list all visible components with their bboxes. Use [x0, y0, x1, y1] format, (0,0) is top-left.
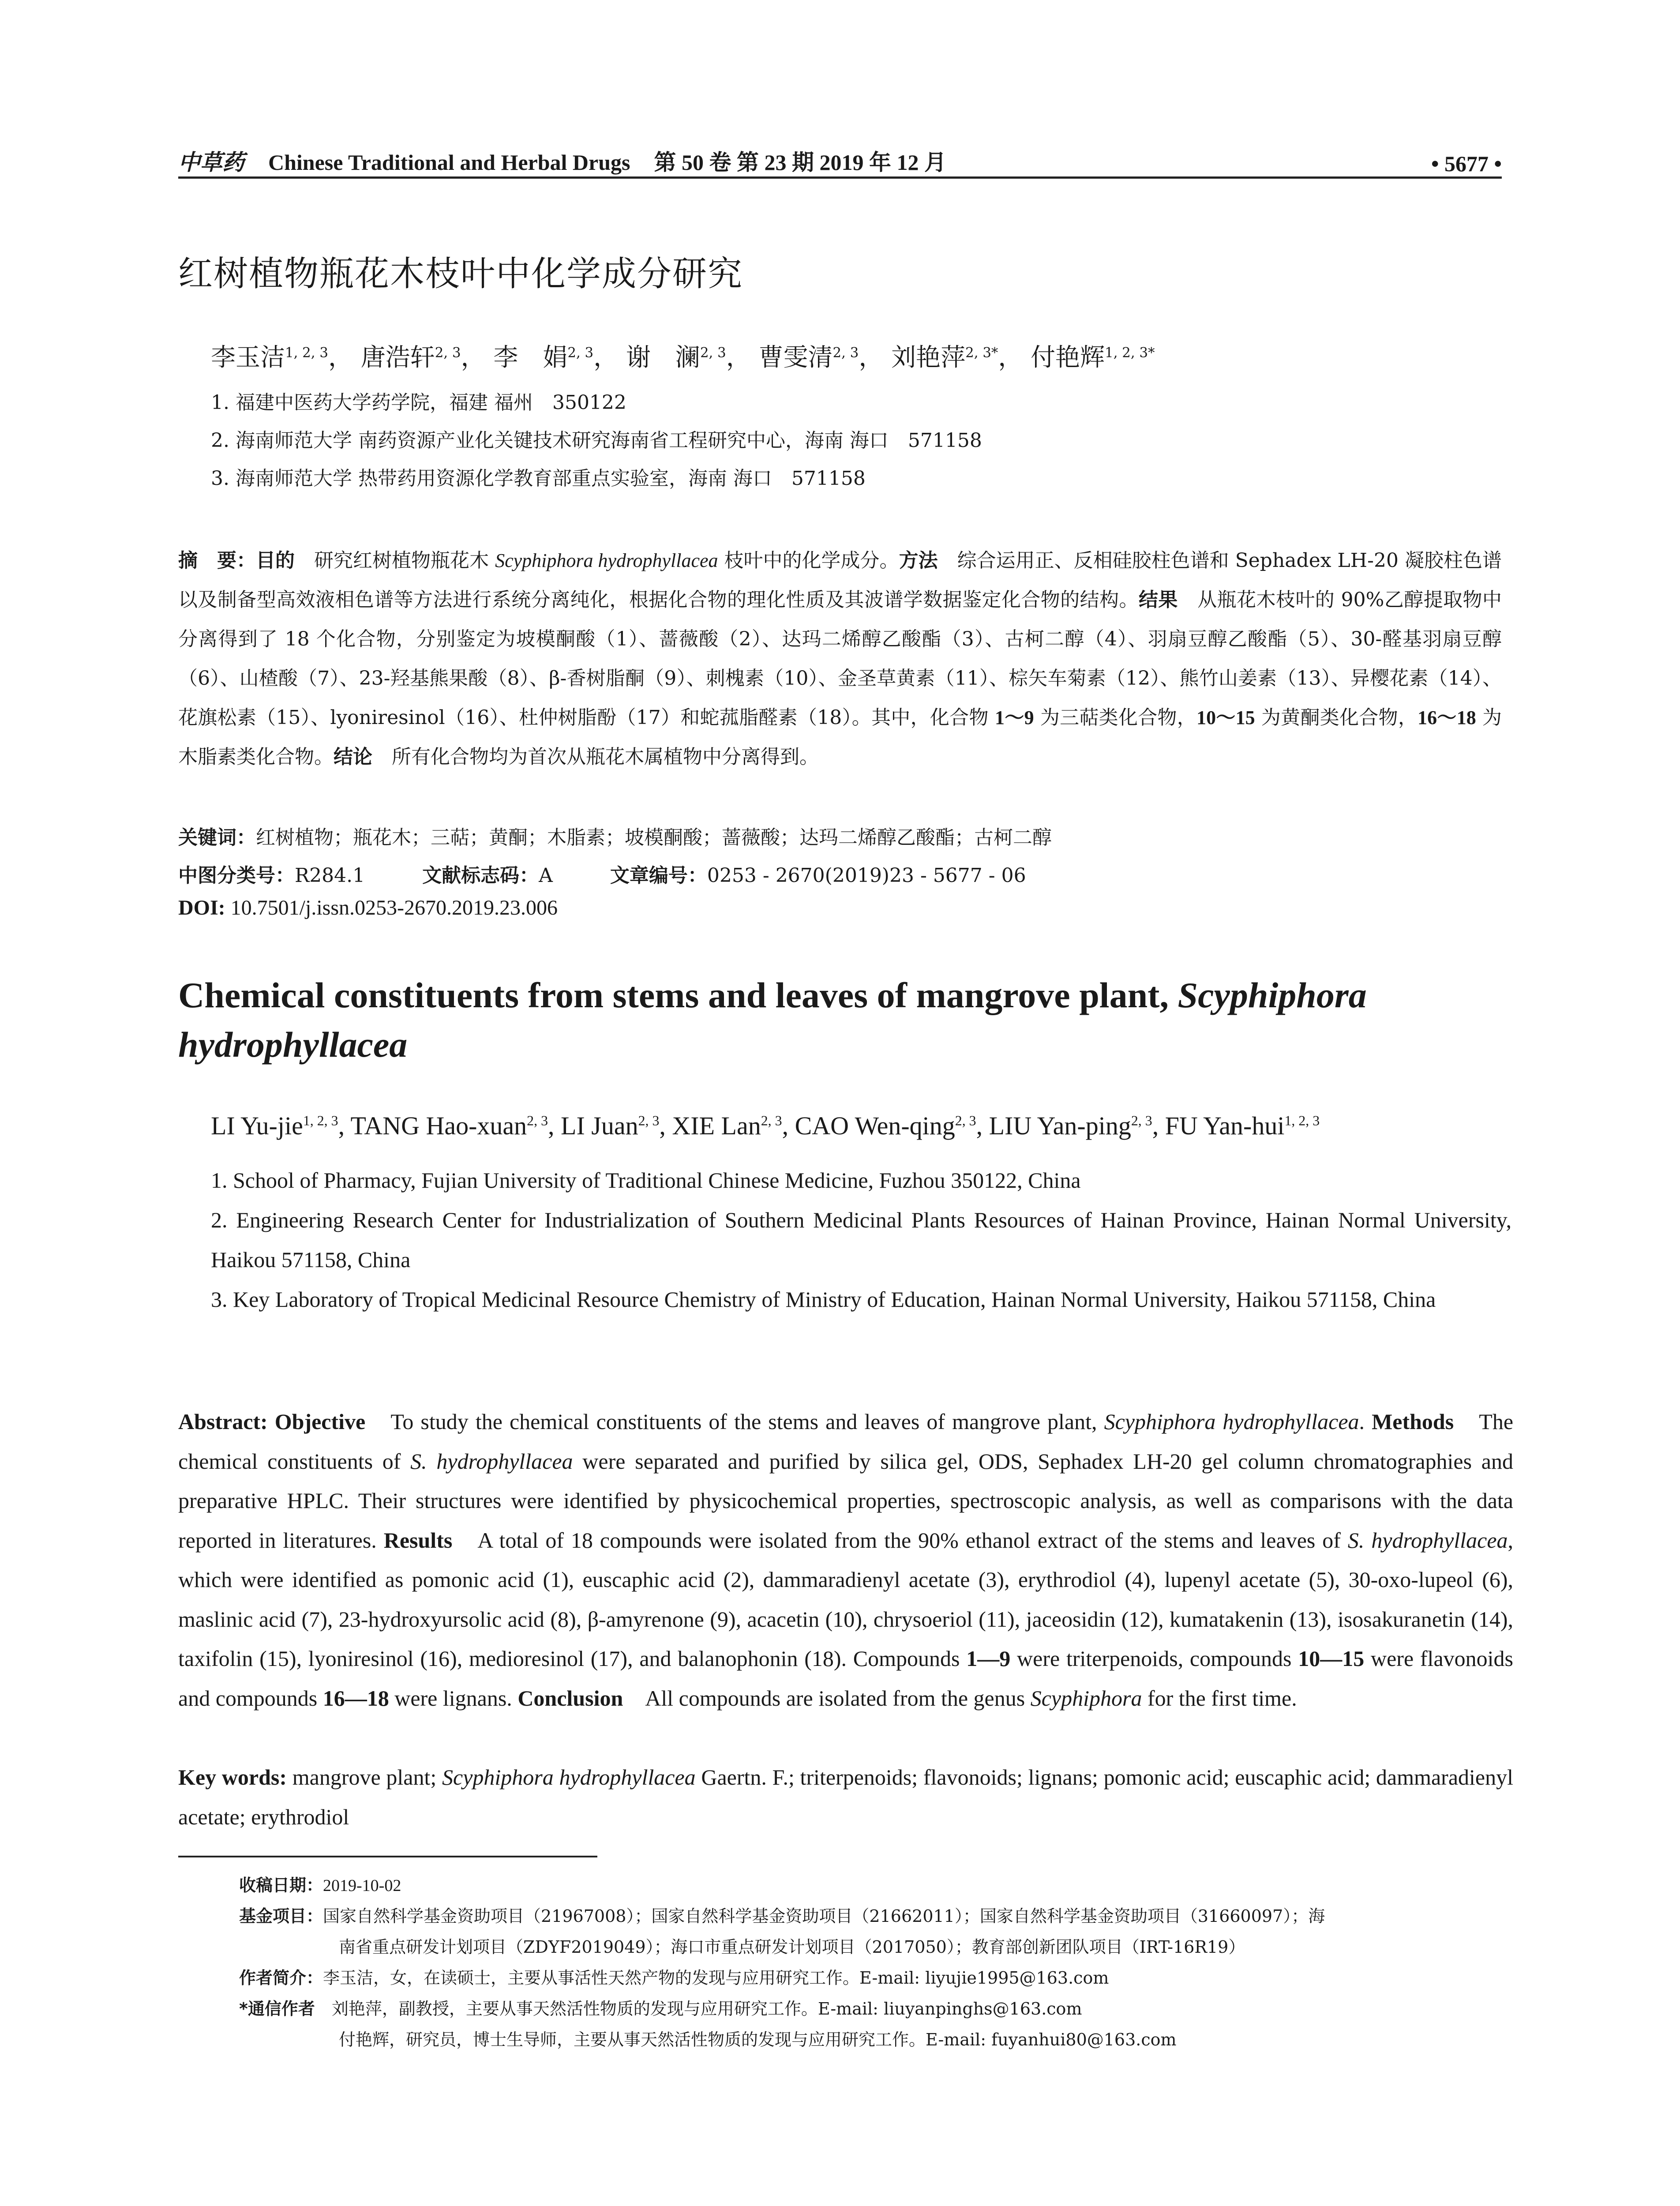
authors-cn: 李玉洁$^{1, 2, 3}$， 唐浩轩$^{2, 3}$， 李 娟$^{2, 3}$， 谢 澜$^{2, 3}$， 曹雯清$^{2, 3}$， 刘艳萍$^{2, 3*}$， 付艳辉$^{1, 2, 3*}$ — [211, 343, 1155, 372]
footnote-author-bio: 作者简介：李玉洁，女，在读硕士，主要从事活性天然产物的发现与应用研究工作。E-mail: liyujie1995@163.com — [239, 1968, 1109, 1988]
conclusion-text-en: for the first time. — [1142, 1685, 1297, 1711]
title-en-text: Chemical constituents from stems and leaves of mangrove plant, — [178, 975, 1178, 1015]
doc-code-label: 文献标志码： — [422, 864, 539, 887]
author-en: FU Yan-hui$^{1, 2, 3}$ — [1165, 1111, 1320, 1140]
compound-range: 10—15 — [1298, 1646, 1365, 1671]
methods-text-en: were separated and purified by silica gel, ODS, Sephadex LH-20 gel column chromatographies and preparative HPLC. Their structures were identified by physicochemical properties, spectroscopic analysis, as well as comparisons with the data reported in literatures. — [178, 1448, 1513, 1553]
abstract-cn — [178, 541, 1502, 777]
classification-line — [178, 859, 1026, 888]
affiliation-en: 2. Engineering Research Center for Industrialization of Southern Medicinal Plants Resources of Hainan Province, Hainan Normal University, Haikou 571158, China — [211, 1208, 1511, 1272]
results-text-cn: 从瓶花木枝叶的 90%乙醇提取物中分离得到了 18 个化合物，分别鉴定为坡模酮酸（1）、蔷薇酸（2）、达玛二烯醇乙酸酯（3）、古柯二醇（4）、羽扇豆醇乙酸酯（5）、30-醛基羽扇豆醇（6）、山楂酸（7）、23-羟基熊果酸（8）、β-香树脂酮（9）、刺槐素（10）、金圣草黄素（11）、棕矢车菊素（12）、熊竹山姜素（13）、异樱花素（14）、花旗松素（15）、lyoniresinol（16）、杜仲树脂酚（17）和蛇菰脂醛素（18）。其中，化合物 — [178, 589, 1502, 729]
author-cn: 刘艳萍$^{2, 3*}$ — [891, 343, 998, 372]
keywords-cn — [178, 822, 1052, 850]
article-no-label: 文章编号： — [610, 864, 707, 887]
author-cn: 李 娟$^{2, 3}$ — [493, 343, 594, 372]
author-en: XIE Lan$^{2, 3}$ — [672, 1111, 782, 1140]
doi-label: DOI: — [178, 896, 225, 919]
keywords-label-cn: 关键词： — [178, 826, 256, 849]
author-en: LIU Yan-ping$^{2, 3}$ — [989, 1111, 1152, 1140]
title-en-species: Scyphiphora hydrophyllacea — [178, 975, 1367, 1065]
keywords-text-en: Gaertn. F.; triterpenoids; flavonoids; lignans; pomonic acid; euscaphic acid; dammaradienyl acetate; erythrodiol — [178, 1765, 1513, 1829]
abstract-en — [178, 1402, 1513, 1718]
results-text-en: were triterpenoids, compounds — [1010, 1646, 1298, 1671]
objective-label-cn: 目的 — [256, 549, 295, 572]
title-cn: 红树植物瓶花木枝叶中化学成分研究 — [178, 254, 743, 294]
issue-info: 第 50 卷 第 23 期 2019 年 12 月 — [654, 150, 946, 175]
author-en: TANG Hao-xuan$^{2, 3}$ — [350, 1111, 548, 1140]
header-left — [178, 145, 946, 176]
species-name: S. hydrophyllacea — [410, 1448, 573, 1474]
conclusion-label-en: Conclusion — [518, 1685, 623, 1711]
author-cn: 曹雯清$^{2, 3}$ — [758, 343, 859, 372]
methods-label-en: Methods — [1372, 1409, 1454, 1434]
keywords-en — [178, 1758, 1513, 1837]
journal-name-en: Chinese Traditional and Herbal Drugs — [268, 150, 630, 175]
species-name: Scyphiphora hydrophyllacea — [442, 1765, 696, 1790]
author-en: LI Juan$^{2, 3}$ — [561, 1111, 660, 1140]
results-text-cn: 为三萜类化合物， — [1034, 706, 1197, 729]
results-label-en: Results — [383, 1527, 453, 1553]
species-name: Scyphiphora hydrophyllacea — [495, 550, 718, 571]
affiliation-cn: 1. 福建中医药大学药学院，福建 福州 350122 — [211, 391, 626, 414]
abstract-label-en: Abstract: Objective — [178, 1409, 366, 1434]
results-text-cn: 为木脂素类化合物。 — [178, 706, 1502, 768]
author-en: LI Yu-jie$^{1, 2, 3}$ — [211, 1111, 338, 1140]
footnote-funding: 基金项目：国家自然科学基金资助项目（21967008）；国家自然科学基金资助项目（21662011）；国家自然科学基金资助项目（31660097）；海 南省重点研发计划项目（ZDYF2019049）；海口市重点研发计划项目（2017050）；教育部创新团队项目（IRT-16R19） — [239, 1906, 1325, 1957]
authors-en: LI Yu-jie$^{1, 2, 3}$, TANG Hao-xuan$^{2, 3}$, LI Juan$^{2, 3}$, XIE Lan$^{2, 3}$, CAO Wen-qing$^{2, 3}$, LIU Yan-ping$^{2, 3}$, FU Yan-hui$^{1, 2, 3}$ — [211, 1111, 1320, 1140]
page-number: • 5677 • — [1431, 151, 1502, 176]
compound-range: 1—9 — [966, 1646, 1011, 1671]
objective-text-en: . — [1359, 1409, 1372, 1434]
doi-line — [178, 896, 558, 920]
affiliation-en: 1. School of Pharmacy, Fujian University of Traditional Chinese Medicine, Fuzhou 350122, China — [211, 1168, 1081, 1193]
species-name: S. hydrophyllacea — [1347, 1527, 1508, 1553]
article-no-value: 0253 - 2670(2019)23 - 5677 - 06 — [707, 864, 1026, 887]
results-text-cn: 为黄酮类化合物， — [1255, 706, 1418, 729]
affiliation-cn: 3. 海南师范大学 热带药用资源化学教育部重点实验室，海南 海口 571158 — [211, 467, 866, 490]
conclusion-text-cn: 所有化合物均为首次从瓶花木属植物中分离得到。 — [372, 746, 819, 768]
journal-name-cn: 中草药 — [178, 149, 244, 175]
clc-label: 中图分类号： — [178, 864, 295, 887]
keywords-text-en: mangrove plant; — [287, 1765, 442, 1790]
author-cn: 李玉洁$^{1, 2, 3}$ — [211, 343, 328, 372]
abstract-label-cn: 摘 要： — [178, 549, 256, 572]
author-cn: 付艳辉$^{1, 2, 3*}$ — [1031, 343, 1155, 372]
compound-range: 10～15 — [1196, 707, 1255, 728]
clc-value: R284.1 — [295, 864, 365, 887]
compound-range: 1～9 — [995, 707, 1034, 728]
methods-label-cn: 方法 — [899, 549, 938, 572]
title-en — [178, 971, 1502, 1069]
objective-text-en: To study the chemical constituents of the stems and leaves of mangrove plant, — [365, 1409, 1104, 1434]
doc-code-value: A — [539, 864, 553, 887]
footnote-rule — [178, 1856, 597, 1857]
conclusion-label-cn: 结论 — [334, 746, 372, 768]
results-text-en: , which were identified as pomonic acid (1), euscaphic acid (2), dammaradienyl acetate (3), erythrodiol (4), lupenyl acetate (5), 30-oxo-lupeol (6), maslinic acid (7), 23-hydroxyursolic acid (8), β-amyrenone (9), acacetin (10), chrysoeriol (11), jaceosidin (12), kumatakenin (13), isosakuranetin (14), taxifolin (15), lyoniresinol (16), medioresinol (17), and balanophonin (18). Compounds — [178, 1527, 1514, 1671]
objective-text-cn: 研究红树植物瓶花木 — [295, 549, 495, 572]
keywords-label-en: Key words: — [178, 1765, 287, 1790]
methods-text-cn: 综合运用正、反相硅胶柱色谱和 Sephadex LH-20 凝胶柱色谱以及制备型高效液相色谱等方法进行系统分离纯化，根据化合物的理化性质及其波谱学数据鉴定化合物的结构。 — [178, 549, 1502, 611]
footnote-received: 收稿日期：2019-10-02 — [239, 1876, 401, 1895]
genus-name: Scyphiphora — [1030, 1685, 1142, 1711]
affiliation-en: 3. Key Laboratory of Tropical Medicinal Resource Chemistry of Ministry of Education, Hainan Normal University, Haikou 571158, China — [211, 1287, 1436, 1312]
results-text-en: were flavonoids and compounds — [178, 1646, 1513, 1711]
compound-range: 16～18 — [1418, 707, 1476, 728]
compound-range: 16—18 — [322, 1685, 389, 1711]
running-header — [178, 140, 1502, 176]
methods-text-en: The chemical constituents of — [178, 1409, 1514, 1474]
header-rule — [178, 176, 1502, 179]
species-name: Scyphiphora hydrophyllacea — [1104, 1409, 1359, 1434]
author-cn: 唐浩轩$^{2, 3}$ — [360, 343, 461, 372]
doi-value: 10.7501/j.issn.0253-2670.2019.23.006 — [225, 896, 558, 919]
results-label-cn: 结果 — [1138, 589, 1178, 611]
affiliation-cn: 2. 海南师范大学 南药资源产业化关键技术研究海南省工程研究中心，海南 海口 571158 — [211, 429, 982, 452]
conclusion-text-en: All compounds are isolated from the genus — [623, 1685, 1031, 1711]
author-cn: 谢 澜$^{2, 3}$ — [626, 343, 726, 372]
results-text-en: A total of 18 compounds were isolated from the 90% ethanol extract of the stems and leaves of — [452, 1527, 1348, 1553]
keywords-text-cn: 红树植物；瓶花木；三萜；黄酮；木脂素；坡模酮酸；蔷薇酸；达玛二烯醇乙酸酯；古柯二醇 — [256, 826, 1052, 849]
author-en: CAO Wen-qing$^{2, 3}$ — [795, 1111, 976, 1140]
footnote-corresponding: *通信作者 刘艳萍，副教授，主要从事天然活性物质的发现与应用研究工作。E-mail: liuyanpinghs@163.com 付艳辉，研究员，博士生导师，主要从事天然活性物质的发现与应用研究工作。E-mail: fuyanhui80@163.com — [239, 1999, 1177, 2049]
objective-text-cn: 枝叶中的化学成分。 — [718, 549, 899, 572]
results-text-en: were lignans. — [389, 1685, 518, 1711]
